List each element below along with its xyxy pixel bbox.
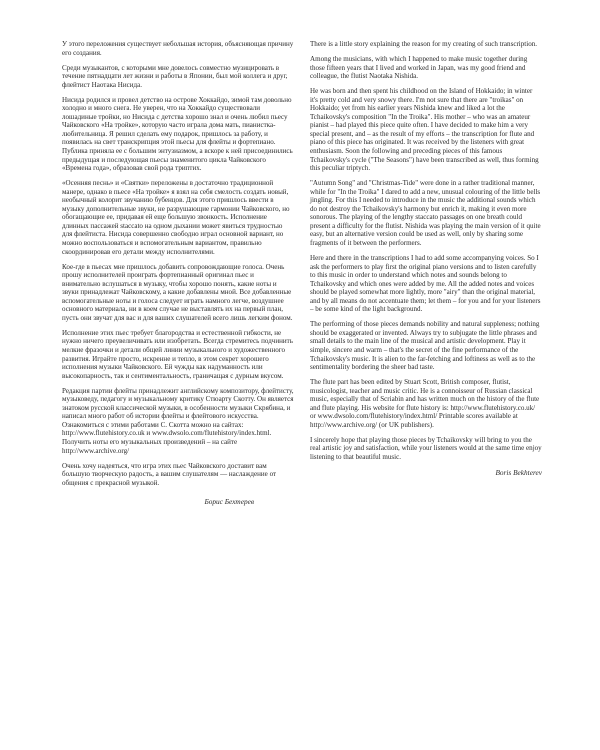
- russian-text-column: [62, 40, 294, 506]
- paragraph: The performing of those pieces demands nobility and natural suppleness; nothing should be exaggerated or invented. Always try to subjugate the little phrases and small details to the main line of the musical and artistic development. Play it simple, sincere and warm – that's the secret of the fine performance of the Tchaikovsky's music. It is alien to the far-fetching and loftiness as well as to the sentimentality bordering the sheer bad taste.: [310, 320, 540, 372]
- paragraph: Очень хочу надеяться, что игра этих пьес Чайковского доставит вам большую творческую радость, а вашим слушателям — наслаждение от общения с прекрасной музыкой.: [62, 461, 277, 487]
- paragraph: Среди музыкантов, с которыми мне довелось совместно музицировать в течение пятнадцати лет жизни и работы в Японии, был мой коллега и друг, флейтист Наотака Нисида.: [62, 63, 288, 89]
- paragraph: Нисида родился и провел детство на острове Хоккайдо, зимой там довольно холодно и много снега. Не уверен, что на Хоккайдо существовали лошадиные тройки, но Нисида с детства хорошо знал и очень любил пьесу Чайковского «На тройке», которую часто играла дома мать, пианистка-любительница. Я решил сделать ему подарок, пришлось за работу, и появилась на свет транскрипция этой пьесы для флейты и фортепиано. Публика приняла ее с большим энтузиазмом, а вскоре к ней присоединились предыдущая и последующая пьесы знаменитого цикла Чайковского «Времена года», образовав свой родa триптих.: [62, 95, 293, 173]
- paragraph: Among the musicians, with which I happened to make music together during those fifteen years that I lived and worked in Japan, was my good friend and colleague, the flutist Naotaka Nishida.: [310, 55, 528, 81]
- signature-russian: Борис Бехтерев: [204, 497, 254, 507]
- paragraph: У этого переложения существует небольшая история, объясняющая причину его создания.: [62, 40, 294, 57]
- paragraph: The flute part has been edited by Stuart Scott, British composer, flutist, musicologist, teacher and music critic. He is a connoisseur of Russian classical music, especially that of Scriabin and has written much on the history of the flute and flute playing. His website for flute history is: http://www.flutehistory.co.uk/ or www.dwsolo.com/flutehistory/index.html/ Printable scores available at http://www.archive.org/ (or UK publishers).: [310, 378, 540, 429]
- paragraph: «Осенняя песнь» и «Святки» переложены в достаточно традиционной манере, однако в пьесе «На тройке» я взял на себя смелость создать новый, необычный колорит звучанию бубенцов. Для этого пришлось ввести в музыку дополнительные звуки, не разрушающие гармонии Чайковского, но обогащающие ее, придавая ей еще большую звонкость. Исполнение длинных пассажей staccato на одном дыхании может явиться трудностью для флейтиста. Нисида совершенно свободно играл основной вариант, но можно воспользоваться и вспомогательным вариантом, правильно скоординировав его детали между исполнителями.: [62, 179, 290, 256]
- paragraph: Кое-где в пьесах мне пришлось добавить сопровождающие голоса. Очень прошу исполнителей проиграть фортепианный оригинал пьес и внимательно вслушаться в музыку, чтобы хорошо понять, какие ноты и звуки принадлежат Чайковскому, а какие добавлены мной. Все добавленные вспомогательные ноты и голоса следует играть намного легче, воздушнее основного материала, ни в коем случае не выставлять их на первый план, пусть они звучат для вас и для ваших слушателей всего лишь легким фоном.: [62, 262, 293, 322]
- paragraph: There is a little story explaining the reason for my creating of such transcription.: [310, 40, 537, 48]
- paragraph: Here and there in the transcriptions I had to add some accompanying voices. So I ask the performers to play first the original piano versions and to listen carefully to this music in order to understand which notes and sounds belong to Tchaikovsky and which ones were added by me. All the added notes and voices should be played somewhat more lightly, more "airy" than the original material, and by all means do not accentuate them; let them – for you and for your listeners – be some kind of the light background.: [310, 254, 541, 314]
- paragraph: He was born and then spent his childhood on the Island of Hokkaido; in winter it's pretty cold and very snowy there. I'm not sure that there are "troikas" on Hokkaido; yet from his earlier years Nishida knew and liked a lot the Tchaikovsky's composition "In the Troika". His mother – who was an amateur pianist – had played this piece quite often. I have decided to make him a very special present, and – as the result of my efforts – the transcription for flute and piano of this piece has originated. It was received by the listeners with great enthusiasm. Soon the following and preceding pieces of this famous Tchaikovsky's cycle ("The Seasons") have been transcribed as well, thus forming this peculiar triptych.: [310, 87, 539, 173]
- english-text-column: [310, 40, 542, 477]
- paragraph: Исполнение этих пьес требует благородства и естественной гибкости, не нужно ничего преувеличивать или изобретать. Всегда стремитесь подчинить мелкие фразочки и детали общей линии музыкального и художественного развития. Играйте просто, искренне и тепло, в этом секрет хорошего исполнения музыки Чайковского. Ей чужды как надуманность или высокопарность, так и сентиментальность, граничащая с дурным вкусом.: [62, 328, 293, 380]
- signature-english: Boris Bekhterev: [495, 468, 542, 478]
- paragraph: I sincerely hope that playing those pieces by Tchaikovsky will bring to you the real artistic joy and satisfaction, while your listeners would at the same time enjoy listening to that beautiful music.: [310, 435, 542, 462]
- paragraph: "Autumn Song" and "Christmas-Tide" were done in a rather traditional manner, while for "In the Troika" I dared to add a new, unusual colouring of the little bells jingling. For this I needed to introduce in the music the additional sounds which do not destroy the Tchaikovsky's harmony but enrich it, making it even more sonorous. The playing of the lengthy staccato passages on one breath could present a difficulty for the flutist. Nishida was playing the main version of it quite easy, but an alternative version could be used as well, only by sharing some fragments of it between the performers.: [310, 179, 541, 247]
- document-page: [62, 40, 550, 720]
- paragraph: Редакция партии флейты принадлежит английскому композитору, флейтисту, музыковеду, педагогу и музыкальному критику Стюарту Скотту. Он является знатоком русской классической музыки, в особенности музыки Скрябина, и написал много работ об истории флейты и флейтового искусства. Ознакомиться с этими работами С. Скотта можно на сайтах: http://www.flutehistory.co.uk и www.dwsolo.com/flutehistory/index.html. Получить ноты его музыкальных произведений – на сайте http://www.archive.org/: [62, 386, 294, 455]
